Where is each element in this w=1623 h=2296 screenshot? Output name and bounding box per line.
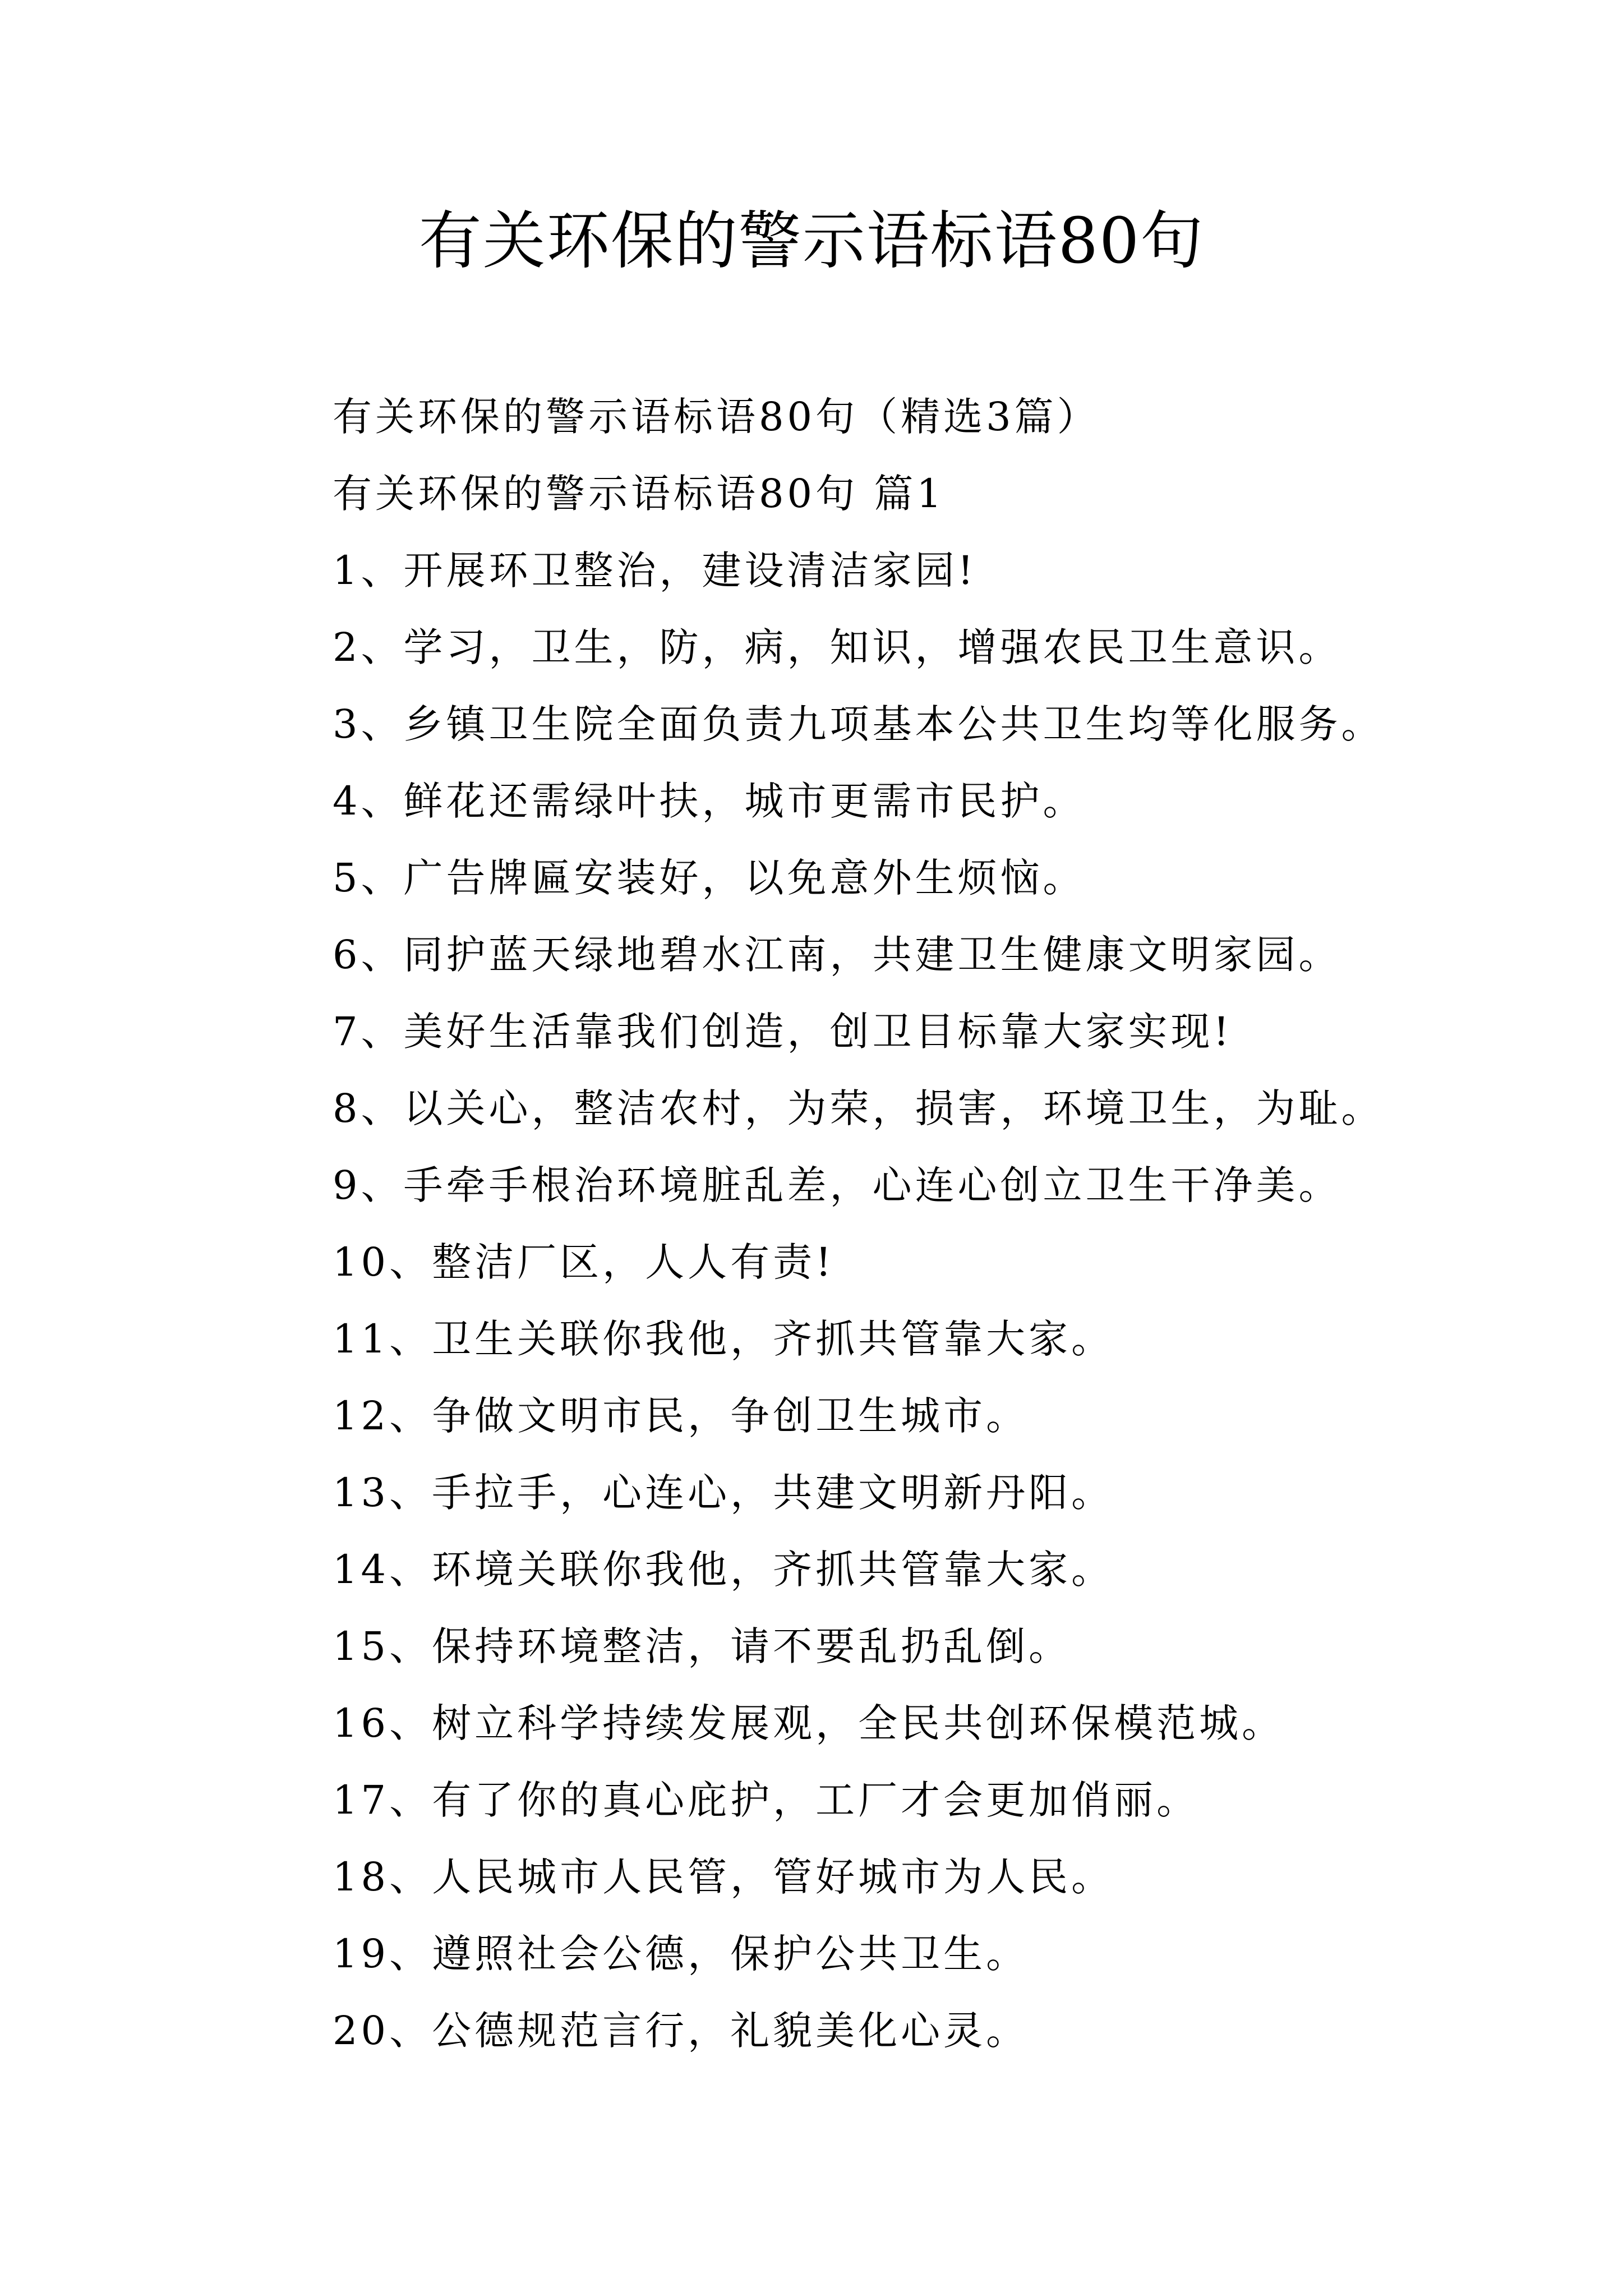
list-item: 14、环境关联你我他，齐抓共管靠大家。 xyxy=(333,1547,1114,1593)
list-item: 8、以关心，整洁农村，为荣，损害，环境卫生，为耻。 xyxy=(333,1085,1384,1131)
list-item: 17、有了你的真心庇护，工厂才会更加俏丽。 xyxy=(333,1777,1200,1823)
list-item: 12、争做文明市民，争创卫生城市。 xyxy=(333,1393,1029,1439)
list-item: 3、乡镇卫生院全面负责九项基本公共卫生均等化服务。 xyxy=(333,701,1384,747)
list-item: 16、树立科学持续发展观，全民共创环保模范城。 xyxy=(333,1700,1285,1746)
list-item: 11、卫生关联你我他，齐抓共管靠大家。 xyxy=(333,1316,1114,1362)
document-subtitle: 有关环保的警示语标语80句（精选3篇） xyxy=(333,394,1100,440)
document-body xyxy=(333,379,1454,2069)
list-item: 6、同护蓝天绿地碧水江南，共建卫生健康文明家园。 xyxy=(333,932,1341,978)
list-item: 1、开展环卫整治，建设清洁家园! xyxy=(333,547,977,593)
list-item: 13、手拉手，心连心，共建文明新丹阳。 xyxy=(333,1470,1114,1516)
list-item: 4、鲜花还需绿叶扶，城市更需市民护。 xyxy=(333,778,1086,824)
list-item: 2、学习，卫生，防，病，知识，增强农民卫生意识。 xyxy=(333,624,1341,670)
list-item: 20、公德规范言行，礼貌美化心灵。 xyxy=(333,2008,1029,2054)
list-item: 9、手牵手根治环境脏乱差，心连心创立卫生干净美。 xyxy=(333,1162,1341,1208)
list-item: 7、美好生活靠我们创造，创卫目标靠大家实现! xyxy=(333,1009,1233,1055)
list-item: 5、广告牌匾安装好，以免意外生烦恼。 xyxy=(333,855,1086,901)
list-item: 15、保持环境整洁，请不要乱扔乱倒。 xyxy=(333,1623,1072,1669)
list-item: 19、遵照社会公德，保护公共卫生。 xyxy=(333,1931,1029,1977)
section-heading: 有关环保的警示语标语80句 篇1 xyxy=(333,471,945,517)
list-item: 10、整洁厂区，人人有责! xyxy=(333,1239,835,1285)
document-title: 有关环保的警示语标语80句 xyxy=(418,205,1205,278)
list-item: 18、人民城市人民管，管好城市为人民。 xyxy=(333,1854,1114,1900)
